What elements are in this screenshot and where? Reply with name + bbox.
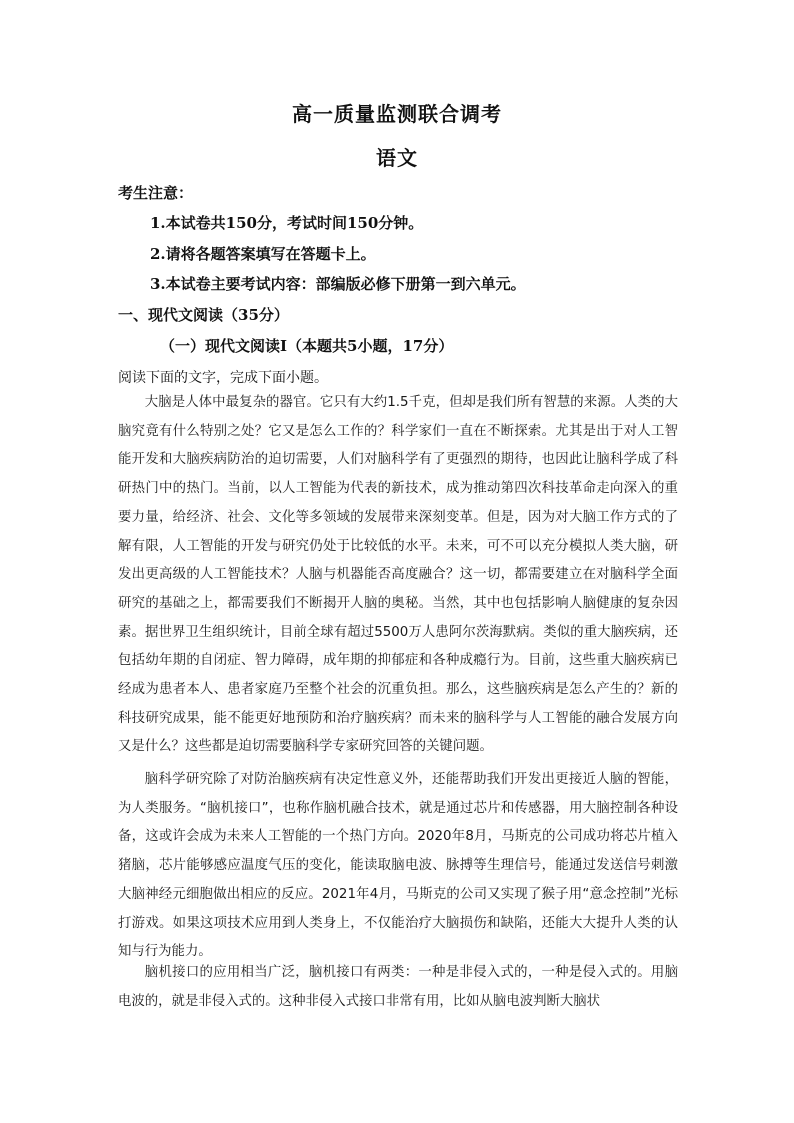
section-subtitle: （一）现代文阅读Ⅰ（本题共5小题，17分） xyxy=(160,337,454,355)
notice-heading: 考生注意： xyxy=(118,184,194,202)
notice-item-1: 1.本试卷共150分，考试时间150分钟。 xyxy=(150,214,424,232)
passage-paragraph-3: 脑机接口的应用相当广泛，脑机接口有两类：一种是非侵入式的，一种是侵入式的。用脑电波的，就是非侵入式的。这种非侵入式接口非常有用，比如从脑电波判断大脑状 xyxy=(118,965,678,1009)
passage-paragraph-2: 脑科学研究除了对防治脑疾病有决定性意义外，还能帮助我们开发出更接近人脑的智能，为人类服务。“脑机接口”，也称作脑机融合技术，就是通过芯片和传感器，用大脑控制各种设备，这或许会成为未来人工智能的一个热门方向。2020年8月，马斯克的公司成功将芯片植入猪脑，芯片能够感应温度气压的变化，能读取脑电波、脉搏等生理信号，能通过发送信号刺激大脑神经元细胞做出相应的反应。2021年4月，马斯克的公司又实现了猴子用“意念控制”光标打游戏。如果这项技术应用到人类身上，不仅能治疗大脑损伤和缺陷，还能大大提升人类的认知与行为能力。 xyxy=(118,772,678,960)
reading-instruction: 阅读下面的文字，完成下面小题。 xyxy=(118,370,328,386)
section-title: 一、现代文阅读（35分） xyxy=(118,306,289,324)
passage-paragraph xyxy=(118,959,678,1016)
notice-item-3: 3.本试卷主要考试内容：部编版必修下册第一到六单元。 xyxy=(150,275,526,293)
passage-paragraph xyxy=(118,766,678,967)
subject-title: 语文 xyxy=(376,146,418,170)
exam-title: 高一质量监测联合调考 xyxy=(292,102,502,126)
passage-paragraph xyxy=(118,389,678,762)
notice-item-2: 2.请将各题答案填写在答题卡上。 xyxy=(150,245,376,263)
passage-paragraph-1: 大脑是人体中最复杂的器官。它只有大约1.5千克，但却是我们所有智慧的来源。人类的大脑究竟有什么特别之处？它又是怎么工作的？科学家们一直在不断探索。尤其是出于对人工智能开发和大脑疾病防治的迫切需要，人们对脑科学有了更强烈的期待，也因此让脑科学成了科研热门中的热门。当前，以人工智能为代表的新技术，成为推动第四次科技革命走向深入的重要力量，给经济、社会、文化等多领域的发展带来深刻变革。但是，因为对大脑工作方式的了解有限，人工智能的开发与研究仍处于比较低的水平。未来，可不可以充分模拟人类大脑，研发出更高级的人工智能技术？人脑与机器能否高度融合？这一切，都需要建立在对脑科学全面研究的基础之上，都需要我们不断揭开人脑的奥秘。当然，其中也包括影响人脑健康的复杂因素。据世界卫生组织统计，目前全球有超过5500万人患阿尔茨海默病。类似的重大脑疾病，还包括幼年期的自闭症、智力障碍，成年期的抑郁症和各种成瘾行为。目前，这些重大脑疾病已经成为患者本人、患者家庭乃至整个社会的沉重负担。那么，这些脑疾病是怎么产生的？新的科技研究成果，能不能更好地预防和治疗脑疾病？而未来的脑科学与人工智能的融合发展方向又是什么？这些都是迫切需要脑科学专家研究回答的关键问题。 xyxy=(118,395,678,755)
